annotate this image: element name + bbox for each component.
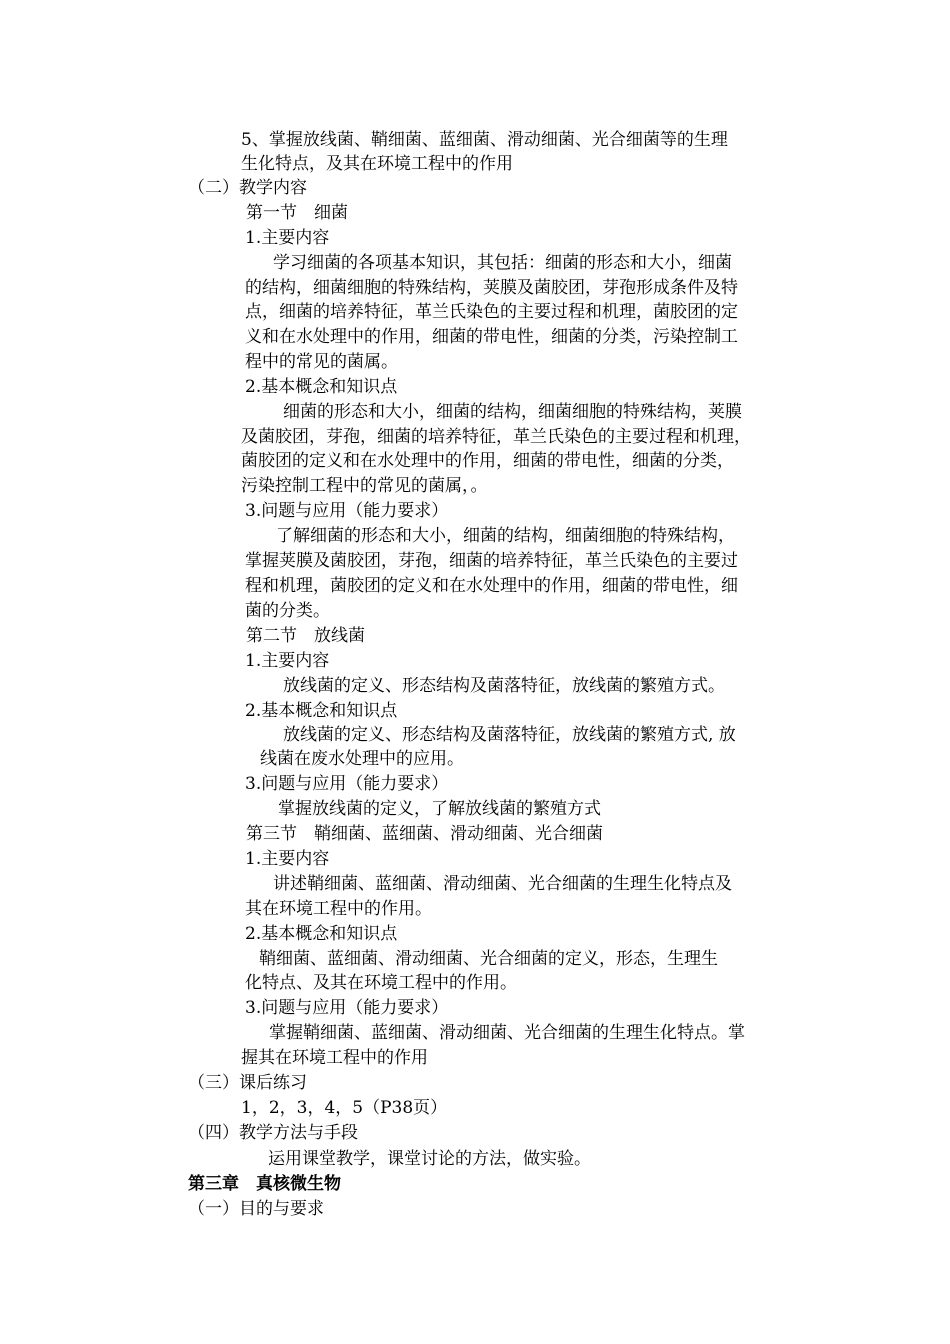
text-line: 放线菌的定义、形态结构及菌落特征，放线菌的繁殖方式, 放 [283,725,736,745]
text-line: 生化特点，及其在环境工程中的作用 [241,154,513,174]
text-line: 菌的分类。 [245,601,330,621]
text-line: 点，细菌的培养特征，革兰氏染色的主要过程和机理，菌胶团的定 [245,302,738,322]
text-line: 掌握鞘细菌、蓝细菌、滑动细菌、光合细菌的生理生化特点。掌 [269,1023,745,1043]
chapter-heading: 第三章 真核微生物 [188,1174,341,1194]
item-heading: 2.基本概念和知识点 [245,924,398,944]
section-heading: （三）课后练习 [188,1073,307,1093]
text-line: 其在环境工程中的作用。 [245,899,432,919]
item-heading: 3.问题与应用（能力要求） [245,501,449,521]
section-heading: （四）教学方法与手段 [188,1123,358,1143]
text-line: 讲述鞘细菌、蓝细菌、滑动细菌、光合细菌的生理生化特点及 [273,874,732,894]
item-heading: 2.基本概念和知识点 [245,701,398,721]
text-line: 了解细菌的形态和大小，细菌的结构，细菌细胞的特殊结构， [276,526,735,546]
item-heading: 3.问题与应用（能力要求） [245,774,449,794]
item-heading: 1.主要内容 [245,228,330,248]
text-line: 鞘细菌、蓝细菌、滑动细菌、光合细菌的定义，形态，生理生 [259,949,718,969]
text-line: 化特点、及其在环境工程中的作用。 [245,973,517,993]
text-line: 程和机理，菌胶团的定义和在水处理中的作用，细菌的带电性，细 [245,576,738,596]
text-line: 5、掌握放线菌、鞘细菌、蓝细菌、滑动细菌、光合细菌等的生理 [241,130,728,150]
subsection-heading: 第一节 细菌 [246,203,348,223]
text-line: 掌握荚膜及菌胶团，芽孢，细菌的培养特征，革兰氏染色的主要过 [245,551,738,571]
item-heading: 2.基本概念和知识点 [245,377,398,397]
text-line: 放线菌的定义、形态结构及菌落特征，放线菌的繁殖方式。 [283,676,725,696]
text-line: 细菌的形态和大小，细菌的结构，细菌细胞的特殊结构，荚膜 [283,402,742,422]
text-line: 及菌胶团，芽孢，细菌的培养特征，革兰氏染色的主要过程和机理， [241,427,751,447]
item-heading: 1.主要内容 [245,651,330,671]
text-line: 运用课堂教学，课堂讨论的方法，做实验。 [268,1149,591,1169]
text-line: 义和在水处理中的作用，细菌的带电性，细菌的分类，污染控制工 [245,327,738,347]
subsection-heading: 第二节 放线菌 [246,626,365,646]
section-heading: （二）教学内容 [188,178,307,198]
text-line: 的结构，细菌细胞的特殊结构，荚膜及菌胶团，芽孢形成条件及特 [245,278,738,298]
text-line: 菌胶团的定义和在水处理中的作用，细菌的带电性，细菌的分类， [241,451,734,471]
text-line: 程中的常见的菌属。 [245,352,398,372]
text-line: 污染控制工程中的常见的菌属，。 [241,476,488,496]
subsection-heading: 第三节 鞘细菌、蓝细菌、滑动细菌、光合细菌 [246,824,603,844]
text-line: 学习细菌的各项基本知识，其包括：细菌的形态和大小，细菌 [273,253,732,273]
item-heading: 3.问题与应用（能力要求） [245,998,449,1018]
item-heading: 1.主要内容 [245,849,330,869]
text-line: 握其在环境工程中的作用 [241,1048,428,1068]
text-line: 1，2，3，4，5（P38页） [241,1098,448,1118]
text-line: 线菌在废水处理中的应用。 [260,749,464,769]
text-line: 掌握放线菌的定义，了解放线菌的繁殖方式 [278,799,601,819]
section-heading: （一）目的与要求 [188,1199,324,1219]
